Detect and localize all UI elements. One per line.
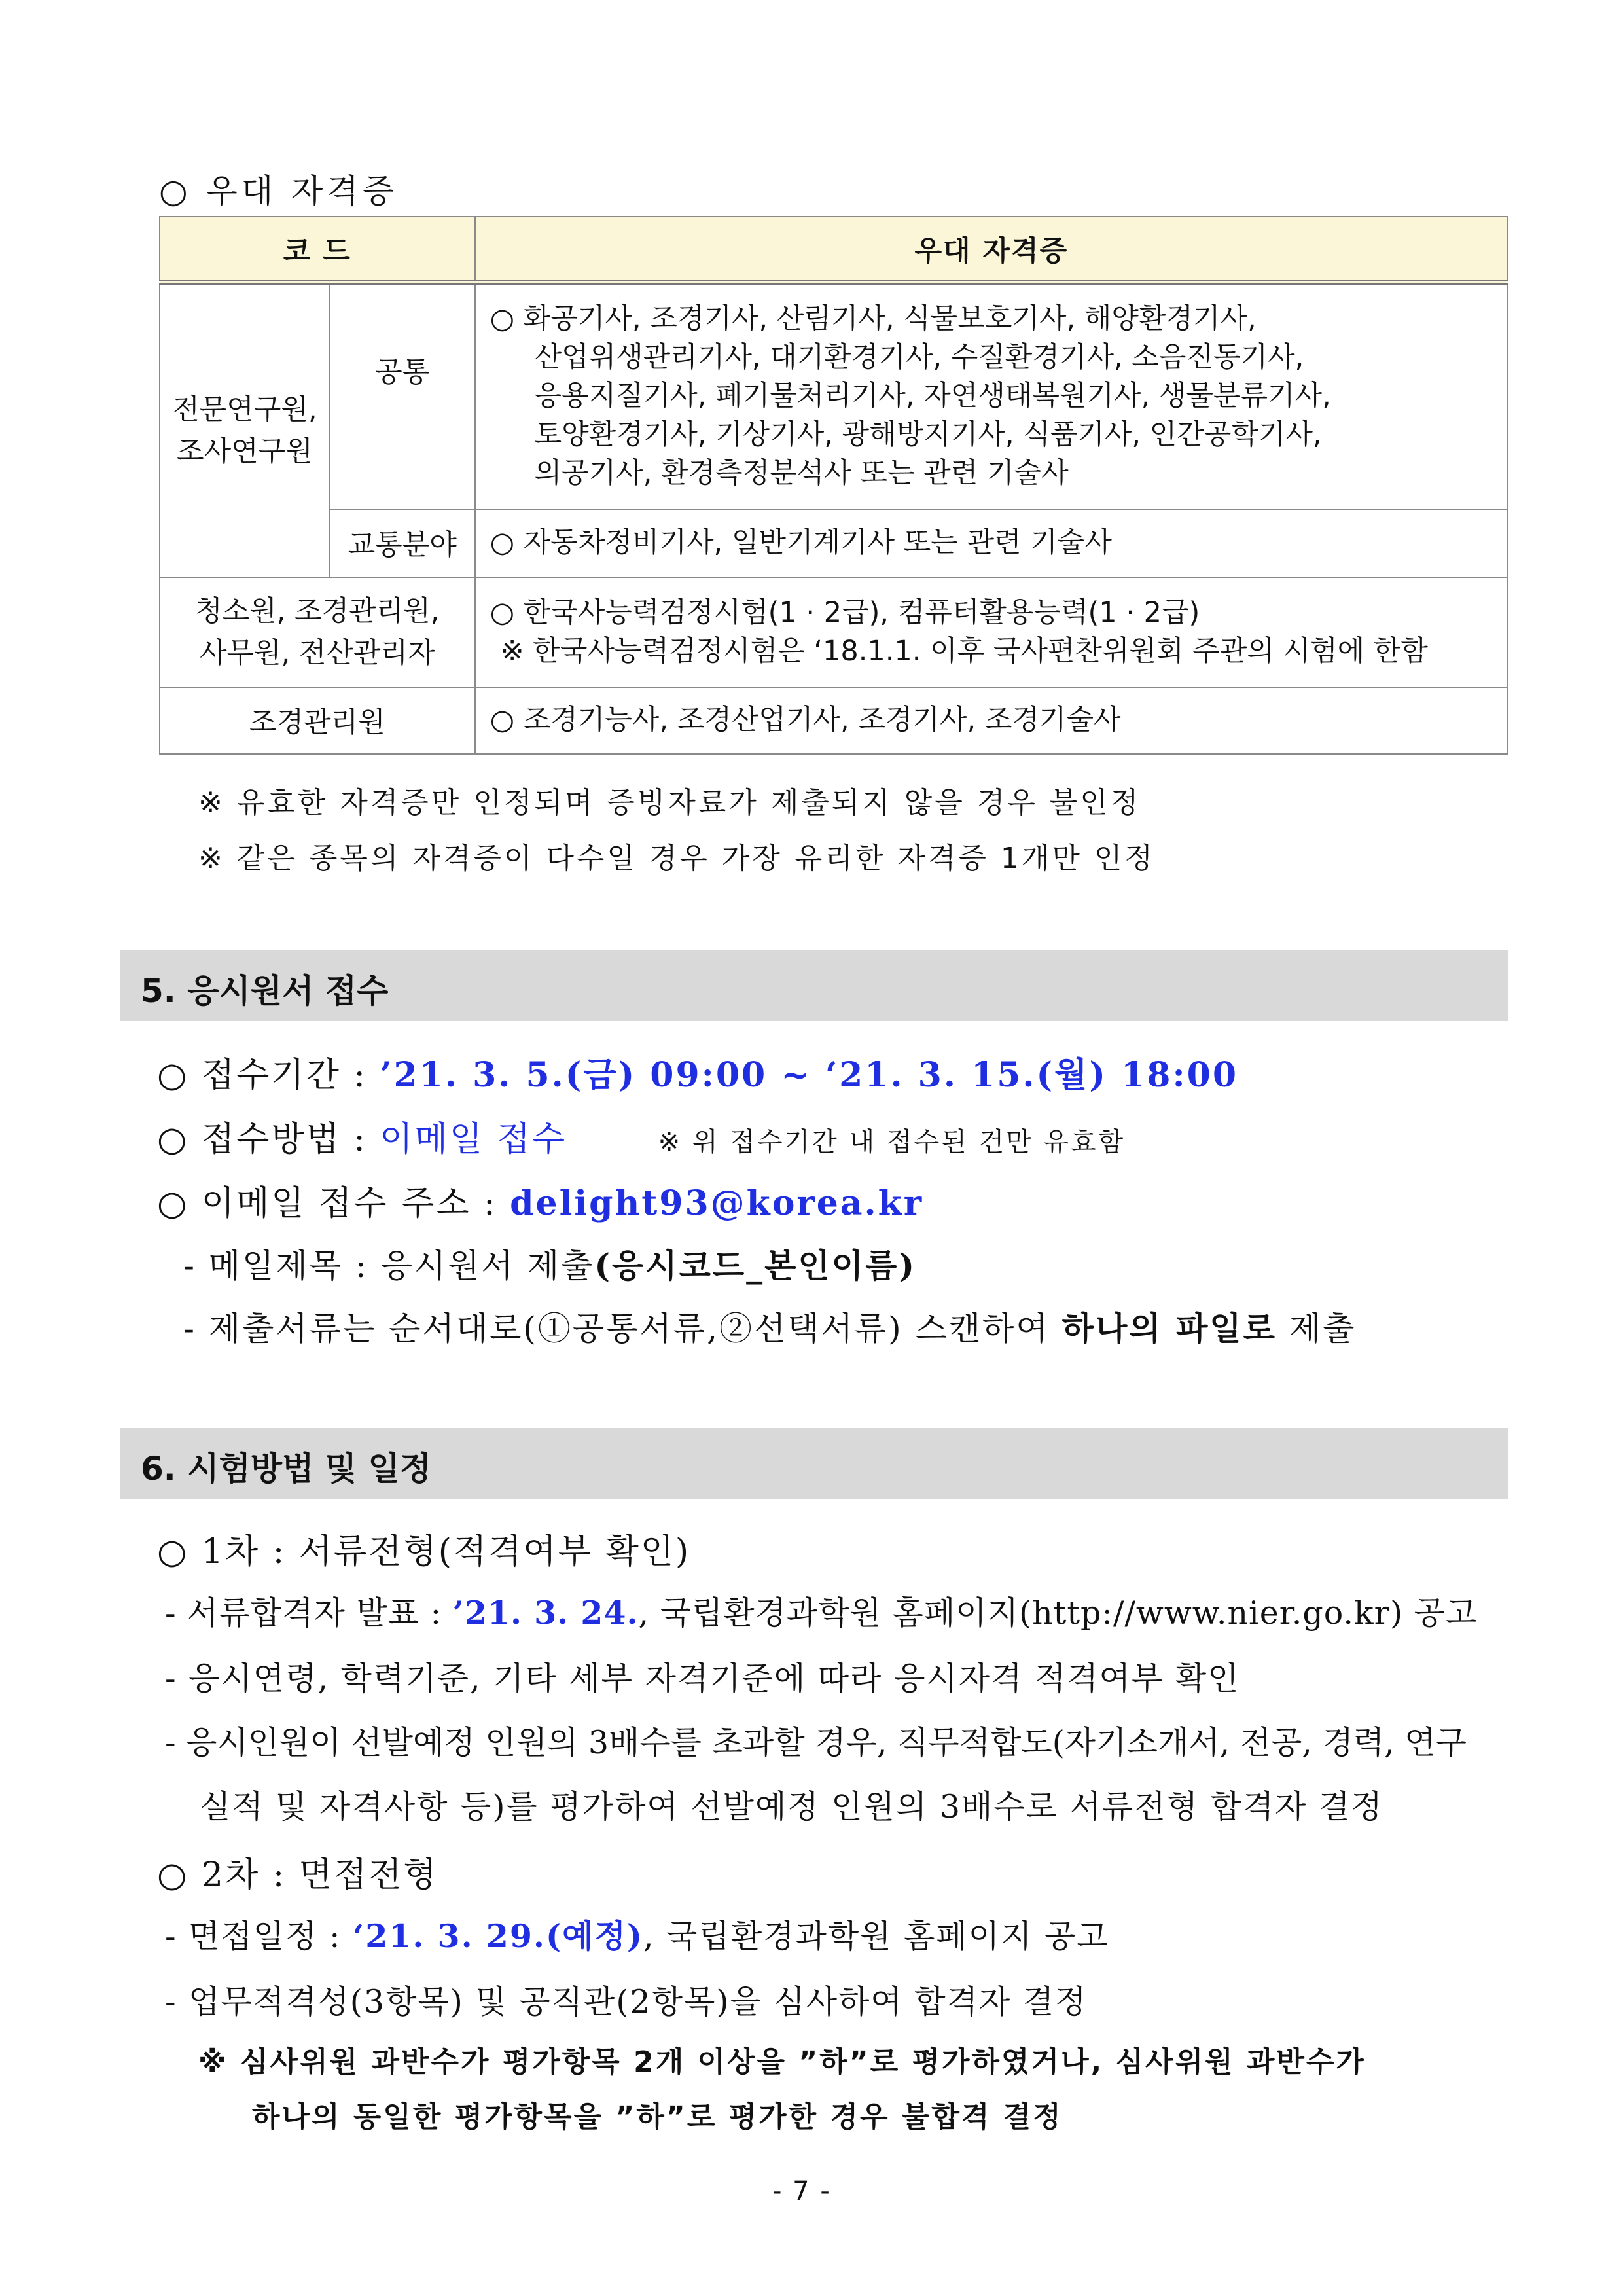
period-label: ○ 접수기간 : xyxy=(157,1056,367,1095)
announce-date: ’21. 3. 24. xyxy=(452,1594,639,1632)
excess-applicants-line-1: - 응시인원이 선발예정 인원의 3배수를 초과할 경우, 직무적합도(자기소개서, 전공, 경력, 연구 xyxy=(165,1724,1467,1761)
announce-prefix: - 서류합격자 발표 : xyxy=(165,1594,442,1632)
interview-date: ‘21. 3. 29.(예정) xyxy=(353,1917,644,1955)
qualifications-heading: ○ 우대 자격증 xyxy=(159,172,398,210)
announce-suffix: , 국립환경과학원 홈페이지(http://www.nier.go.kr) 공고 xyxy=(638,1594,1478,1632)
table-row xyxy=(160,577,1508,687)
row-traffic-label: 교통분야 xyxy=(330,509,475,577)
row-common-label: 공통 xyxy=(330,283,475,509)
table-row xyxy=(160,509,1508,577)
fail-note-line-2: 하나의 동일한 평가항목을 ”하”로 평가한 경우 불합격 결정 xyxy=(252,2100,1063,2134)
table-header-row xyxy=(160,217,1508,283)
section-5-header xyxy=(120,950,1508,1021)
section-6-title: 6. 시험방법 및 일정 xyxy=(141,1450,432,1488)
note-same-category: ※ 같은 종목의 자격증이 다수일 경우 가장 유리한 자격증 1개만 인정 xyxy=(198,842,1155,875)
row-traffic-certificates: ○ 자동차정비기사, 일반기계기사 또는 관련 기술사 xyxy=(475,509,1508,577)
submission-docs-line xyxy=(183,1302,1356,1350)
cert-line: ○ 한국사능력검정시험(1 · 2급), 컴퓨터활용능력(1 · 2급) xyxy=(490,596,1200,629)
section-6-header xyxy=(120,1428,1508,1499)
cert-line: 토양환경기사, 기상기사, 광해방지기사, 식품기사, 인간공학기사, xyxy=(534,418,1322,452)
docs-suffix: 제출 xyxy=(1289,1310,1357,1348)
period-value: ’21. 3. 5.(금) 09:00 ~ ‘21. 3. 15.(월) 18:00 xyxy=(380,1055,1239,1095)
email-address-link[interactable]: delight93@korea.kr xyxy=(510,1183,924,1223)
row-common-certificates xyxy=(475,283,1508,509)
document-result-announcement xyxy=(165,1588,1477,1634)
table-header-certificate: 우대 자격증 xyxy=(475,217,1508,283)
row-landscape-group: 조경관리원 xyxy=(160,687,475,754)
cert-note: ※ 한국사능력검정시험은 ‘18.1.1. 이후 국사편찬위원회 주관의 시험에 한함 xyxy=(500,634,1428,668)
docs-prefix: - 제출서류는 순서대로(①공통서류,②선택서류) 스캔하여 xyxy=(183,1310,1050,1348)
section-5-title: 5. 응시원서 접수 xyxy=(141,972,389,1010)
application-period xyxy=(157,1047,1238,1096)
cert-line: 산업위생관리기사, 대기환경기사, 수질환경기사, 소음진동기사, xyxy=(534,341,1304,374)
row-research-group: 전문연구원, 조사연구원 xyxy=(160,283,330,577)
interview-suffix: , 국립환경과학원 홈페이지 공고 xyxy=(643,1918,1109,1955)
interview-prefix: - 면접일정 : xyxy=(165,1918,342,1955)
stage-1-heading: ○ 1차 : 서류전형(적격여부 확인) xyxy=(157,1532,691,1571)
table-row xyxy=(160,687,1508,754)
cert-line: ○ 화공기사, 조경기사, 산림기사, 식물보호기사, 해양환경기사, xyxy=(490,302,1257,336)
row-landscape-certificates: ○ 조경기능사, 조경산업기사, 조경기사, 조경기술사 xyxy=(475,687,1508,754)
table-row xyxy=(160,283,1508,509)
page-number: - 7 - xyxy=(772,2176,831,2206)
fail-note-line-1: ※ 심사위원 과반수가 평가항목 2개 이상을 ”하”로 평가하였거나, 심사위원 과반수가 xyxy=(198,2045,1366,2079)
mail-subject-line xyxy=(183,1240,916,1287)
application-method xyxy=(157,1111,1125,1160)
note-valid-certificates: ※ 유효한 자격증만 인정되며 증빙자료가 제출되지 않을 경우 불인정 xyxy=(198,786,1141,819)
cert-line: 응용지질기사, 폐기물처리기사, 자연생태복원기사, 생물분류기사, xyxy=(534,380,1331,413)
subject-prefix: - 메일제목 : 응시원서 제출 xyxy=(183,1247,595,1285)
preferred-certificates-table xyxy=(159,216,1508,755)
interview-schedule xyxy=(165,1911,1109,1957)
evaluation-line: - 업무적격성(3항목) 및 공직관(2항목)을 심사하여 합격자 결정 xyxy=(165,1983,1088,2020)
stage-2-heading: ○ 2차 : 면접전형 xyxy=(157,1856,438,1895)
email-label: ○ 이메일 접수 주소 : xyxy=(157,1184,497,1223)
row-clean-group: 청소원, 조경관리원, 사무원, 전산관리자 xyxy=(160,577,475,687)
application-email xyxy=(157,1175,923,1225)
cert-line: 의공기사, 환경측정분석사 또는 관련 기술사 xyxy=(534,457,1069,490)
method-note: ※ 위 접수기간 내 접수된 건만 유효함 xyxy=(658,1127,1126,1157)
table-header-code: 코 드 xyxy=(160,217,475,283)
excess-applicants-line-2: 실적 및 자격사항 등)를 평가하여 선발예정 인원의 3배수로 서류전형 합격자 결정 xyxy=(200,1788,1383,1825)
subject-format: (응시코드_본인이름) xyxy=(594,1246,917,1285)
method-label: ○ 접수방법 : xyxy=(157,1120,367,1159)
method-value: 이메일 접수 xyxy=(380,1120,567,1159)
eligibility-check-line: - 응시연령, 학력기준, 기타 세부 자격기준에 따라 응시자격 적격여부 확인 xyxy=(165,1660,1240,1697)
row-clean-certificates xyxy=(475,577,1508,687)
docs-single-file: 하나의 파일로 xyxy=(1061,1309,1277,1348)
